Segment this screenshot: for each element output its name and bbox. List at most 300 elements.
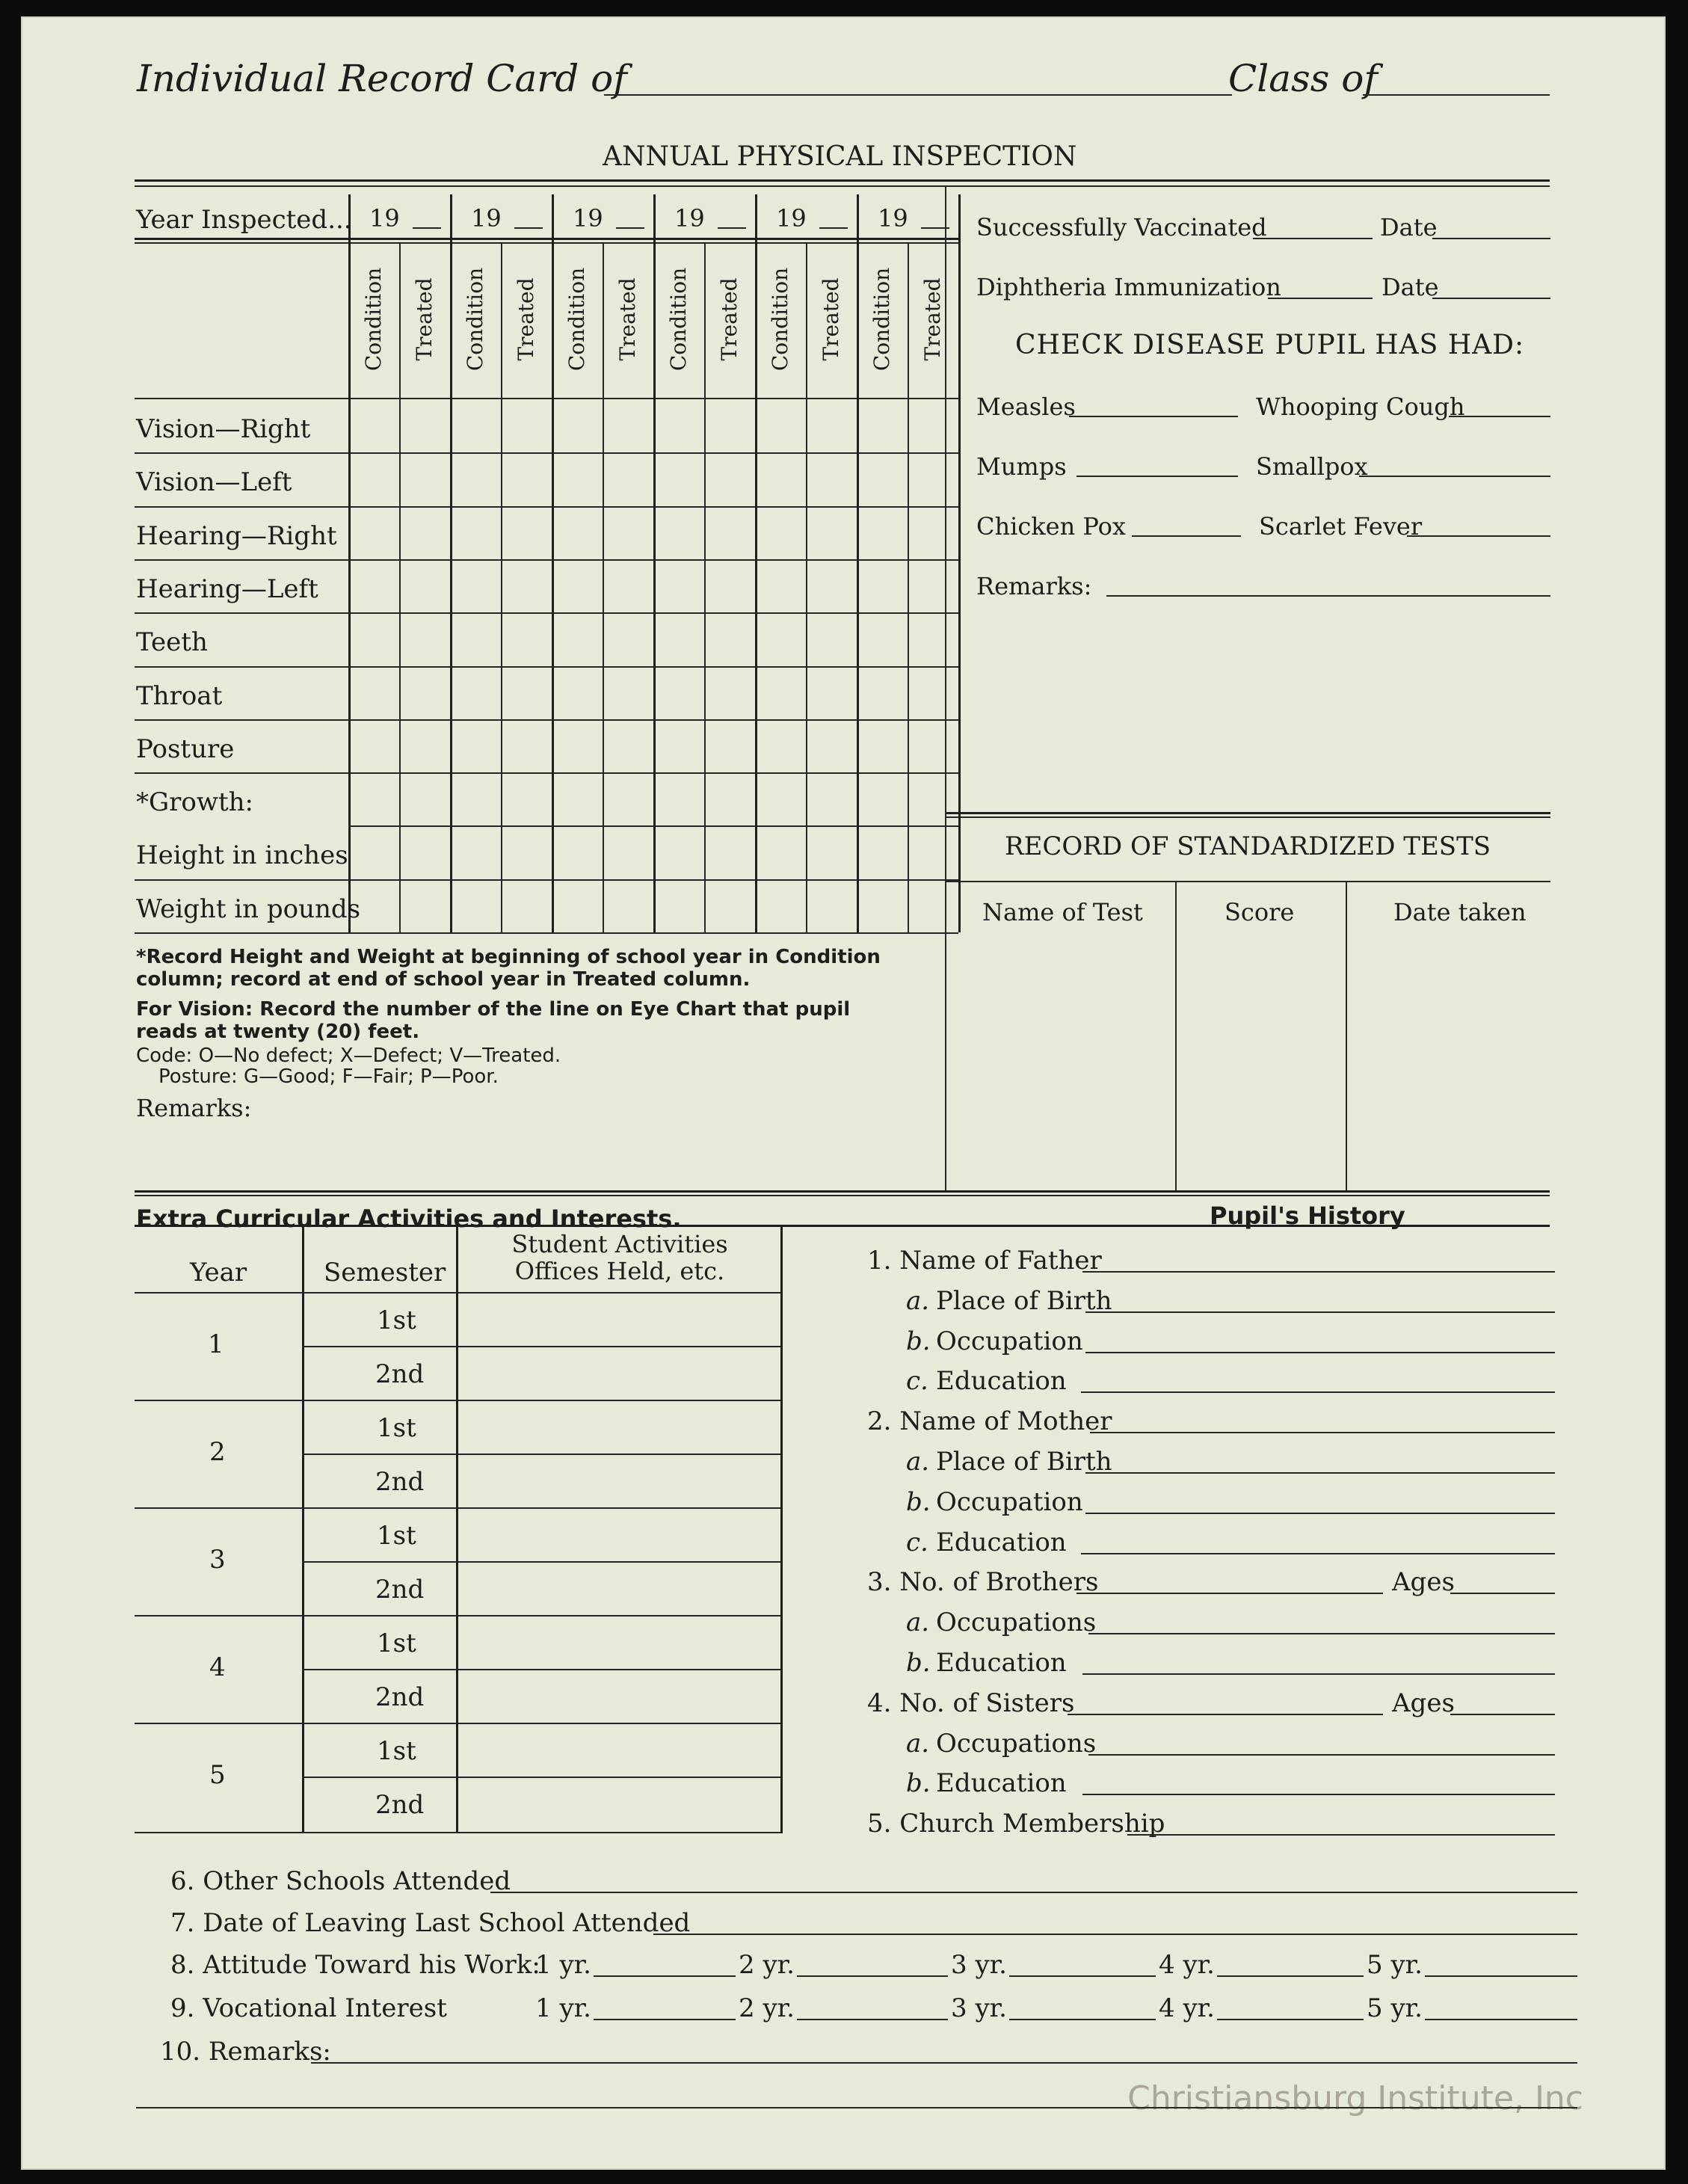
date-leaving-field[interactable]: [653, 1934, 1577, 1935]
act-head-rule: [135, 1292, 302, 1294]
inspection-cell[interactable]: [757, 828, 804, 876]
inspection-cell[interactable]: [452, 775, 499, 823]
final-remarks-label: 10. Remarks:: [160, 2037, 331, 2067]
inspection-cell[interactable]: [757, 508, 804, 557]
inspection-cell[interactable]: [808, 508, 854, 557]
inspection-cell[interactable]: [859, 775, 905, 823]
col-treated-label: Treated: [819, 277, 843, 361]
inspection-cell[interactable]: [706, 508, 753, 557]
inspection-cell[interactable]: [656, 722, 702, 770]
activities-heading: Extra Curricular Activities and Interests.: [136, 1205, 682, 1233]
inspection-cell[interactable]: [605, 882, 651, 930]
history-letter: c.: [906, 1366, 928, 1397]
vocational-year-field[interactable]: [1009, 2019, 1156, 2020]
history-sub-label: Education: [936, 1366, 1067, 1397]
inspection-cell[interactable]: [757, 615, 804, 663]
row-label-rule: [135, 666, 351, 668]
row-label-rule: [135, 506, 351, 508]
inspection-cell[interactable]: [706, 668, 753, 717]
year-blank[interactable]: [514, 227, 543, 229]
inspection-cell[interactable]: [757, 668, 804, 717]
history-letter: a.: [906, 1285, 930, 1316]
class-blank-line[interactable]: [1363, 94, 1550, 96]
history-ages-field[interactable]: [1450, 1714, 1555, 1715]
inspection-cell[interactable]: [706, 882, 753, 930]
grid-row-line: [348, 612, 958, 614]
watermark: Christiansburg Institute, Inc: [1127, 2079, 1583, 2117]
act-entry-field[interactable]: [460, 1618, 776, 1666]
year-19-label: 19: [471, 204, 502, 233]
final-remarks-field-2[interactable]: [136, 2107, 1577, 2108]
inspection-cell[interactable]: [503, 828, 549, 876]
other-schools-field[interactable]: [490, 1892, 1577, 1893]
inspection-row-label: Hearing—Left: [136, 573, 318, 604]
inspection-cell[interactable]: [554, 402, 600, 450]
attitude-year-field[interactable]: [797, 1975, 948, 1977]
measles-field[interactable]: [1069, 416, 1238, 417]
inspection-cell[interactable]: [452, 562, 499, 610]
record-card: [21, 16, 1666, 2170]
inspection-cell[interactable]: [401, 882, 448, 930]
inspection-cell[interactable]: [757, 562, 804, 610]
inspection-cell[interactable]: [605, 668, 651, 717]
condition-header-rule: [135, 398, 958, 399]
act-sem-2nd: 2nd: [375, 1682, 425, 1712]
inspection-cell[interactable]: [757, 402, 804, 450]
inspection-cell[interactable]: [351, 508, 397, 557]
inspection-cell[interactable]: [706, 402, 753, 450]
measles-label: Measles: [976, 393, 1076, 421]
inspection-cell[interactable]: [554, 882, 600, 930]
vocational-year-label: 2 yr.: [739, 1993, 795, 2023]
inspection-cell[interactable]: [808, 668, 854, 717]
inspection-cell[interactable]: [554, 668, 600, 717]
inspection-cell[interactable]: [859, 508, 905, 557]
inspection-cell[interactable]: [910, 455, 956, 503]
history-field[interactable]: [1081, 1391, 1555, 1393]
inspection-cell[interactable]: [656, 775, 702, 823]
year-row-rule: [135, 238, 958, 240]
note-line-2: column; record at end of school year in Treated column.: [136, 968, 751, 991]
act-year-number: 4: [209, 1652, 226, 1682]
act-year-number: 3: [209, 1545, 226, 1575]
inspection-cell[interactable]: [401, 562, 448, 610]
inspection-cell[interactable]: [554, 508, 600, 557]
history-field[interactable]: [1082, 1794, 1555, 1795]
inspection-cell[interactable]: [401, 402, 448, 450]
inspection-cell[interactable]: [910, 508, 956, 557]
col-condition-label: Condition: [463, 267, 487, 372]
grid-col-line: [958, 194, 961, 932]
header-rule-2: [135, 185, 1550, 187]
act-sem-rule: [302, 1777, 780, 1778]
inspection-row-label: Vision—Right: [136, 414, 311, 444]
attitude-year-field[interactable]: [1425, 1975, 1577, 1977]
inspection-cell[interactable]: [605, 402, 651, 450]
act-year-number: 1: [208, 1329, 224, 1359]
grid-row-line: [348, 772, 958, 774]
chicken-pox-field[interactable]: [1132, 535, 1241, 537]
inspection-cell[interactable]: [656, 455, 702, 503]
inspection-row-label: Throat: [136, 680, 223, 711]
inspection-cell[interactable]: [656, 562, 702, 610]
inspection-cell[interactable]: [503, 562, 549, 610]
inspection-cell[interactable]: [808, 402, 854, 450]
inspection-cell[interactable]: [757, 455, 804, 503]
inspection-cell[interactable]: [351, 668, 397, 717]
attitude-year-field[interactable]: [1009, 1975, 1156, 1977]
attitude-year-field[interactable]: [594, 1975, 736, 1977]
vocational-year-field[interactable]: [594, 2019, 736, 2020]
inspection-cell[interactable]: [503, 615, 549, 663]
grid-row-line: [348, 559, 958, 561]
inspection-cell[interactable]: [351, 722, 397, 770]
smallpox-field[interactable]: [1359, 476, 1550, 477]
act-col-semester: Semester: [324, 1258, 446, 1288]
inspection-cell[interactable]: [859, 882, 905, 930]
inspection-cell[interactable]: [605, 615, 651, 663]
inspection-row-label: Vision—Left: [136, 467, 292, 498]
inspection-cell[interactable]: [859, 668, 905, 717]
history-field[interactable]: [1081, 1553, 1555, 1554]
inspection-cell[interactable]: [351, 455, 397, 503]
history-letter: a.: [906, 1447, 930, 1477]
inspection-cell[interactable]: [808, 722, 854, 770]
act-divider-1: [302, 1226, 304, 1833]
inspection-cell[interactable]: [452, 508, 499, 557]
inspection-cell[interactable]: [452, 668, 499, 717]
year-19-label: 19: [776, 204, 807, 233]
tests-head-rule: [946, 881, 1550, 882]
inspection-cell[interactable]: [351, 775, 397, 823]
mumps-label: Mumps: [976, 452, 1067, 481]
inspection-cell[interactable]: [554, 455, 600, 503]
inspection-cell[interactable]: [910, 775, 956, 823]
history-sub-label: Education: [936, 1768, 1067, 1799]
inspection-cell[interactable]: [808, 882, 854, 930]
inspection-cell[interactable]: [503, 508, 549, 557]
inspection-cell[interactable]: [554, 615, 600, 663]
inspection-cell[interactable]: [452, 828, 499, 876]
inspection-cell[interactable]: [503, 882, 549, 930]
inspection-cell[interactable]: [605, 455, 651, 503]
inspection-cell[interactable]: [859, 455, 905, 503]
row-label-rule: [135, 559, 351, 561]
vocational-year-field[interactable]: [1217, 2019, 1364, 2020]
mid-rule-2: [135, 1195, 1550, 1196]
history-item-label: 3. No. of Brothers: [867, 1567, 1099, 1598]
inspection-cell[interactable]: [656, 882, 702, 930]
inspection-cell[interactable]: [452, 882, 499, 930]
vocational-year-label: 3 yr.: [951, 1993, 1007, 2023]
grid-row-line: [348, 666, 958, 668]
act-entry-field[interactable]: [460, 1456, 776, 1504]
inspection-remarks-label: Remarks:: [136, 1094, 252, 1122]
history-item-label: 5. Church Membership: [867, 1809, 1165, 1839]
inspection-cell[interactable]: [605, 562, 651, 610]
history-sub-label: Place of Birth: [936, 1447, 1112, 1477]
history-letter: b.: [906, 1326, 931, 1356]
mid-rule-1: [135, 1190, 1550, 1193]
col-condition-label: Condition: [869, 267, 894, 372]
history-field[interactable]: [1082, 1673, 1555, 1675]
inspection-cell[interactable]: [554, 828, 600, 876]
whooping-field[interactable]: [1449, 416, 1550, 417]
act-col-student-2: Offices Held, etc.: [514, 1257, 725, 1285]
inspection-cell[interactable]: [706, 455, 753, 503]
inspection-cell[interactable]: [656, 402, 702, 450]
inspection-cell[interactable]: [910, 828, 956, 876]
inspection-cell[interactable]: [401, 828, 448, 876]
inspection-cell[interactable]: [401, 775, 448, 823]
inspection-cell[interactable]: [910, 668, 956, 717]
inspection-cell[interactable]: [910, 562, 956, 610]
inspection-cell[interactable]: [401, 455, 448, 503]
year-blank[interactable]: [718, 227, 746, 229]
tests-rule-2: [946, 816, 1550, 818]
history-sub-label: Occupations: [936, 1728, 1097, 1759]
inspection-cell[interactable]: [452, 615, 499, 663]
inspection-row-label: Posture: [136, 733, 235, 764]
year-19-label: 19: [878, 204, 908, 233]
grid-row-line: [348, 825, 958, 827]
diphtheria-field[interactable]: [1268, 298, 1373, 299]
inspection-cell[interactable]: [351, 828, 397, 876]
whooping-label: Whooping Cough: [1256, 393, 1465, 421]
act-entry-field[interactable]: [460, 1510, 776, 1558]
act-sem-1st: 1st: [377, 1413, 416, 1443]
act-entry-field[interactable]: [460, 1672, 776, 1720]
inspection-cell[interactable]: [859, 402, 905, 450]
history-ages-field[interactable]: [1450, 1593, 1555, 1594]
col-treated-label: Treated: [615, 277, 640, 361]
class-of-label: Class of: [1228, 57, 1378, 100]
act-entry-field[interactable]: [460, 1403, 776, 1451]
act-sem-2nd: 2nd: [375, 1575, 425, 1605]
year-blank[interactable]: [819, 227, 848, 229]
inspection-cell[interactable]: [605, 775, 651, 823]
inspection-cell[interactable]: [757, 882, 804, 930]
inspection-cell[interactable]: [859, 828, 905, 876]
inspection-cell[interactable]: [605, 828, 651, 876]
act-sem-1st: 1st: [377, 1628, 416, 1658]
inspection-cell[interactable]: [757, 775, 804, 823]
history-letter: c.: [906, 1527, 928, 1557]
inspection-cell[interactable]: [503, 455, 549, 503]
grid-col-line: [704, 242, 706, 932]
inspection-cell[interactable]: [503, 402, 549, 450]
inspection-cell[interactable]: [656, 828, 702, 876]
col-condition-label: Condition: [666, 267, 691, 372]
history-field[interactable]: [1127, 1834, 1555, 1836]
history-heading: Pupil's History: [1210, 1202, 1405, 1230]
inspection-row-label: Weight in pounds: [136, 893, 361, 924]
inspection-cell[interactable]: [401, 668, 448, 717]
grid-col-line: [399, 242, 401, 932]
inspection-cell[interactable]: [503, 668, 549, 717]
inspection-cell[interactable]: [401, 508, 448, 557]
vocational-year-field[interactable]: [797, 2019, 948, 2020]
scarlet-label: Scarlet Fever: [1259, 512, 1423, 541]
col-treated-label: Treated: [514, 277, 538, 361]
history-sub-label: Education: [936, 1527, 1067, 1557]
attitude-year-label: 1 yr.: [535, 1950, 591, 1980]
history-field[interactable]: [1082, 1271, 1555, 1273]
inspection-cell[interactable]: [656, 508, 702, 557]
inspection-bottom-rule: [135, 932, 958, 934]
history-letter: a.: [906, 1608, 930, 1638]
inspection-cell[interactable]: [656, 615, 702, 663]
act-entry-field[interactable]: [460, 1726, 776, 1774]
grid-col-line: [603, 242, 604, 932]
year-blank[interactable]: [616, 227, 644, 229]
inspection-cell[interactable]: [452, 722, 499, 770]
vocational-year-label: 5 yr.: [1367, 1993, 1423, 2023]
grid-row-line: [348, 719, 958, 721]
year-blank[interactable]: [921, 227, 949, 229]
inspection-cell[interactable]: [401, 722, 448, 770]
history-letter: b.: [906, 1648, 931, 1678]
diphtheria-date-field[interactable]: [1432, 298, 1550, 299]
attitude-label: 8. Attitude Toward his Work:: [170, 1950, 540, 1980]
vocational-label: 9. Vocational Interest: [170, 1993, 447, 2023]
inspection-cell[interactable]: [401, 615, 448, 663]
col-treated-label: Treated: [412, 277, 437, 361]
tests-divider-1: [1175, 881, 1177, 1190]
scarlet-field[interactable]: [1407, 535, 1550, 537]
inspection-cell[interactable]: [706, 615, 753, 663]
name-blank-line[interactable]: [604, 94, 1232, 96]
act-sem-2nd: 2nd: [375, 1790, 425, 1820]
inspection-cell[interactable]: [757, 722, 804, 770]
history-field[interactable]: [1085, 1513, 1555, 1514]
inspection-cell[interactable]: [910, 722, 956, 770]
final-remarks-field[interactable]: [311, 2062, 1577, 2064]
note-line-1: *Record Height and Weight at beginning of school year in Condition: [136, 946, 881, 968]
history-field[interactable]: [1088, 1633, 1555, 1634]
act-sem-rule: [302, 1346, 780, 1347]
act-sem-1st: 1st: [377, 1305, 416, 1335]
inspection-cell[interactable]: [808, 828, 854, 876]
history-field[interactable]: [1068, 1714, 1383, 1715]
vaccinated-field[interactable]: [1253, 238, 1373, 239]
inspection-cell[interactable]: [808, 455, 854, 503]
inspection-cell[interactable]: [452, 402, 499, 450]
year-row-rule-2: [135, 242, 958, 244]
history-field[interactable]: [1076, 1593, 1383, 1594]
act-entry-field[interactable]: [460, 1564, 776, 1612]
inspection-cell[interactable]: [859, 722, 905, 770]
act-entry-field[interactable]: [460, 1349, 776, 1397]
inspection-cell[interactable]: [554, 775, 600, 823]
inspection-row-label: Teeth: [136, 627, 208, 658]
inspection-cell[interactable]: [910, 402, 956, 450]
inspection-cell[interactable]: [808, 562, 854, 610]
act-year-rule: [135, 1400, 780, 1401]
history-field[interactable]: [1085, 1352, 1555, 1353]
inspection-cell[interactable]: [554, 562, 600, 610]
inspection-cell[interactable]: [503, 775, 549, 823]
inspection-cell[interactable]: [351, 882, 397, 930]
history-item-label: 1. Name of Father: [867, 1246, 1102, 1276]
diphtheria-label: Diphtheria Immunization: [976, 273, 1281, 301]
year-19-label: 19: [573, 204, 603, 233]
inspection-cell[interactable]: [808, 775, 854, 823]
note-line-3: For Vision: Record the number of the line on Eye Chart that pupil: [136, 998, 851, 1021]
smallpox-label: Smallpox: [1256, 452, 1368, 481]
history-field[interactable]: [1085, 1311, 1555, 1313]
tests-heading: RECORD OF STANDARDIZED TESTS: [1005, 831, 1491, 861]
act-bottom-rule: [135, 1832, 780, 1833]
note-line-5: Code: O—No defect; X—Defect; V—Treated.: [136, 1045, 561, 1067]
other-schools-label: 6. Other Schools Attended: [170, 1866, 511, 1896]
act-year-rule: [135, 1507, 780, 1509]
inspection-cell[interactable]: [910, 882, 956, 930]
grid-row-line: [348, 506, 958, 508]
inspection-cell[interactable]: [706, 828, 753, 876]
row-label-rule: [135, 719, 351, 721]
act-sem-2nd: 2nd: [375, 1467, 425, 1497]
act-sem-1st: 1st: [377, 1736, 416, 1766]
inspection-cell[interactable]: [605, 722, 651, 770]
inspection-cell[interactable]: [554, 722, 600, 770]
history-letter: b.: [906, 1768, 931, 1799]
inspection-cell[interactable]: [706, 562, 753, 610]
inspection-cell[interactable]: [706, 775, 753, 823]
act-sem-2nd: 2nd: [375, 1359, 425, 1389]
vocational-year-field[interactable]: [1425, 2019, 1577, 2020]
attitude-year-label: 5 yr.: [1367, 1950, 1423, 1980]
year-19-label: 19: [369, 204, 400, 233]
history-ages-label: Ages: [1392, 1567, 1455, 1598]
vaccinated-date-label: Date: [1380, 213, 1438, 242]
history-letter: b.: [906, 1486, 931, 1517]
history-item-label: 4. No. of Sisters: [867, 1688, 1075, 1718]
year-inspected-label: Year Inspected...: [136, 205, 352, 235]
inspection-cell[interactable]: [351, 562, 397, 610]
inspection-cell[interactable]: [503, 722, 549, 770]
col-treated-label: Treated: [920, 277, 945, 361]
vaccinated-date-field[interactable]: [1432, 238, 1550, 239]
col-condition-label: Condition: [768, 267, 792, 372]
inspection-cell[interactable]: [910, 615, 956, 663]
inspection-cell[interactable]: [605, 508, 651, 557]
grid-col-line: [806, 242, 807, 932]
inspection-cell[interactable]: [351, 615, 397, 663]
inspection-cell[interactable]: [452, 455, 499, 503]
history-field[interactable]: [1088, 1754, 1555, 1756]
disease-heading: CHECK DISEASE PUPIL HAS HAD:: [1015, 330, 1525, 360]
act-entry-field[interactable]: [460, 1295, 776, 1343]
history-field[interactable]: [1090, 1432, 1555, 1433]
inspection-cell[interactable]: [808, 615, 854, 663]
activities-top-rule: [135, 1225, 1550, 1227]
history-field[interactable]: [1085, 1472, 1555, 1474]
tests-divider-2: [1346, 881, 1347, 1190]
act-year-rule: [135, 1723, 780, 1724]
inspection-cell[interactable]: [706, 722, 753, 770]
inspection-cell[interactable]: [859, 615, 905, 663]
inspection-cell[interactable]: [351, 402, 397, 450]
mumps-field[interactable]: [1076, 476, 1238, 477]
act-entry-field[interactable]: [460, 1780, 776, 1827]
year-blank[interactable]: [413, 227, 441, 229]
health-remarks-field[interactable]: [1106, 595, 1550, 597]
inspection-cell[interactable]: [656, 668, 702, 717]
attitude-year-field[interactable]: [1217, 1975, 1364, 1977]
col-condition-label: Condition: [361, 267, 386, 372]
inspection-cell[interactable]: [859, 562, 905, 610]
